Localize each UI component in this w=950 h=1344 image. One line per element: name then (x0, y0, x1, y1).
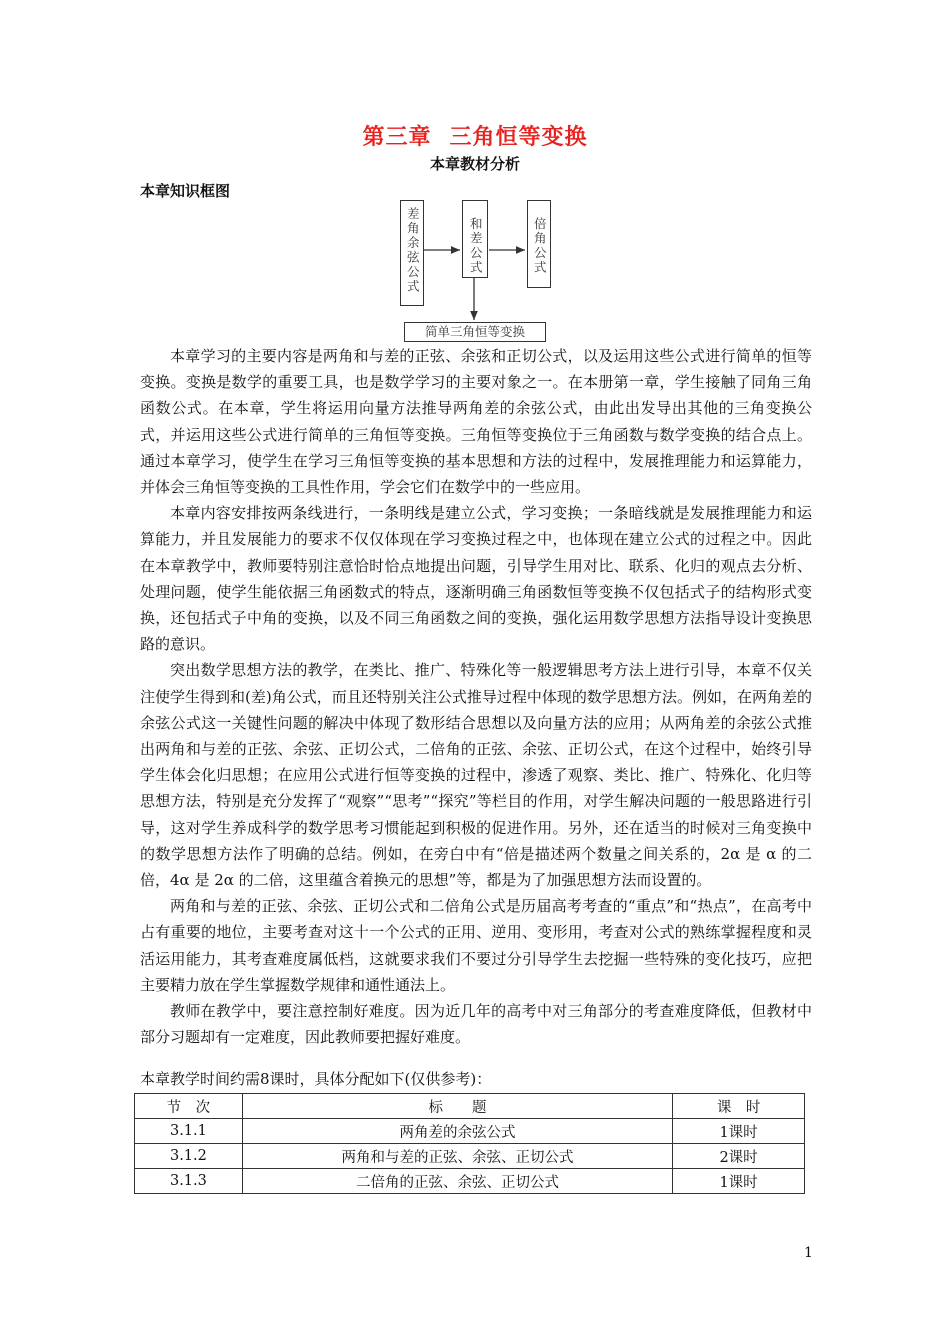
section-heading: 本章知识框图 (140, 182, 231, 200)
box-difference-cosine-label: 差角余弦公式 (405, 207, 421, 294)
table-row (135, 1169, 805, 1194)
table-header-row (135, 1094, 805, 1119)
paragraph-2: 本章内容安排按两条线进行，一条明线是建立公式，学习变换；一条暗线就是发展推理能力和运算能力，并且发展能力的要求不仅仅体现在学习变换过程之中，也体现在建立公式的过程之中。因此在本章教学中，教师要特别注意恰时恰点地提出问题，引导学生用对比、联系、化归的观点去分析、处理问题，使学生能依据三角函数式的特点，逐渐明确三角函数恒等变换不仅包括式子的结构形式变换，还包括式子中角的变换，以及不同三角函数之间的变换，强化运用数学思想方法指导设计变换思路的意识。 (140, 504, 812, 654)
box-double-angle-label: 倍角公式 (532, 217, 548, 275)
box-sum-difference (462, 200, 488, 278)
paragraph-5: 教师在教学中，要注意控制好难度。因为近几年的高考中对三角部分的考查难度降低，但教材中部分习题却有一定难度，因此教师要把握好难度。 (140, 1002, 812, 1047)
cell-hours: 1课时 (673, 1119, 805, 1144)
page-number: 1 (804, 1245, 813, 1261)
box-simple-identity: 简单三角恒等变换 (404, 322, 546, 342)
chapter-name: 三角恒等变换 (449, 125, 588, 150)
cell-hours: 2课时 (673, 1144, 805, 1169)
header-section: 节 次 (135, 1094, 243, 1119)
table-row (135, 1144, 805, 1169)
cell-title: 两角和与差的正弦、余弦、正切公式 (242, 1144, 672, 1169)
cell-title: 两角差的余弦公式 (242, 1119, 672, 1144)
chapter-number: 第三章 (362, 125, 432, 150)
paragraph-4: 两角和与差的正弦、余弦、正切公式和二倍角公式是历届高考考查的“重点”和“热点”，在高考中占有重要的地位，主要考查对这十一个公式的正用、逆用、变形用，考查对公式的熟练掌握程度和灵活运用能力，其考查难度属低档，这就要求我们不要过分引导学生去挖掘一些特殊的变化技巧，应把主要精力放在学生掌握数学规律和通性通法上。 (140, 897, 812, 994)
chapter-title (0, 120, 950, 151)
box-difference-cosine (400, 200, 424, 306)
box-double-angle (527, 200, 551, 288)
box-sum-difference-label: 和差公式 (468, 217, 484, 275)
cell-section: 3.1.3 (135, 1169, 243, 1194)
table-row (135, 1119, 805, 1144)
schedule-table (134, 1093, 805, 1194)
cell-section: 3.1.2 (135, 1144, 243, 1169)
knowledge-framework-diagram (394, 196, 554, 346)
paragraph-3: 突出数学思想方法的教学，在类比、推广、特殊化等一般逻辑思考方法上进行引导，本章不仅关注使学生得到和(差)角公式，而且还特别关注公式推导过程中体现的数学思想方法。例如，在两角差的余弦公式这一关键性问题的解决中体现了数形结合思想以及向量方法的应用；从两角差的余弦公式推出两角和与差的正弦、余弦、正切公式，二倍角的正弦、余弦、正切公式，在这个过程中，始终引导学生体会化归思想；在应用公式进行恒等变换的过程中，渗透了观察、类比、推广、特殊化、化归等思想方法，特别是充分发挥了“观察”“思考”“探究”等栏目的作用，对学生解决问题的一般思路进行引导，这对学生养成科学的数学思考习惯能起到积极的促进作用。另外，还在适当的时候对三角变换中的数学思想方法作了明确的总结。例如，在旁白中有“倍是描述两个数量之间关系的，2α 是 α 的二倍，4α 是 2α 的二倍，这里蕴含着换元的思想”等，都是为了加强思想方法而设置的。 (140, 661, 812, 890)
cell-section: 3.1.1 (135, 1119, 243, 1144)
cell-hours: 1课时 (673, 1169, 805, 1194)
header-hours: 课 时 (673, 1094, 805, 1119)
subtitle: 本章教材分析 (429, 155, 520, 173)
table-caption: 本章教学时间约需8课时，具体分配如下(仅供参考)： (140, 1070, 492, 1088)
paragraph-1: 本章学习的主要内容是两角和与差的正弦、余弦和正切公式，以及运用这些公式进行简单的恒等变换。变换是数学的重要工具，也是数学学习的主要对象之一。在本册第一章，学生接触了同角三角函数公式。在本章，学生将运用向量方法推导两角差的余弦公式，由此出发导出其他的三角变换公式，并运用这些公式进行简单的三角恒等变换。三角恒等变换位于三角函数与数学变换的结合点上。通过本章学习，使学生在学习三角恒等变换的基本思想和方法的过程中，发展推理能力和运算能力，并体会三角恒等变换的工具性作用，学会它们在数学中的一些应用。 (140, 347, 812, 497)
cell-title: 二倍角的正弦、余弦、正切公式 (242, 1169, 672, 1194)
header-title: 标 题 (242, 1094, 672, 1119)
body-text (140, 343, 812, 1050)
